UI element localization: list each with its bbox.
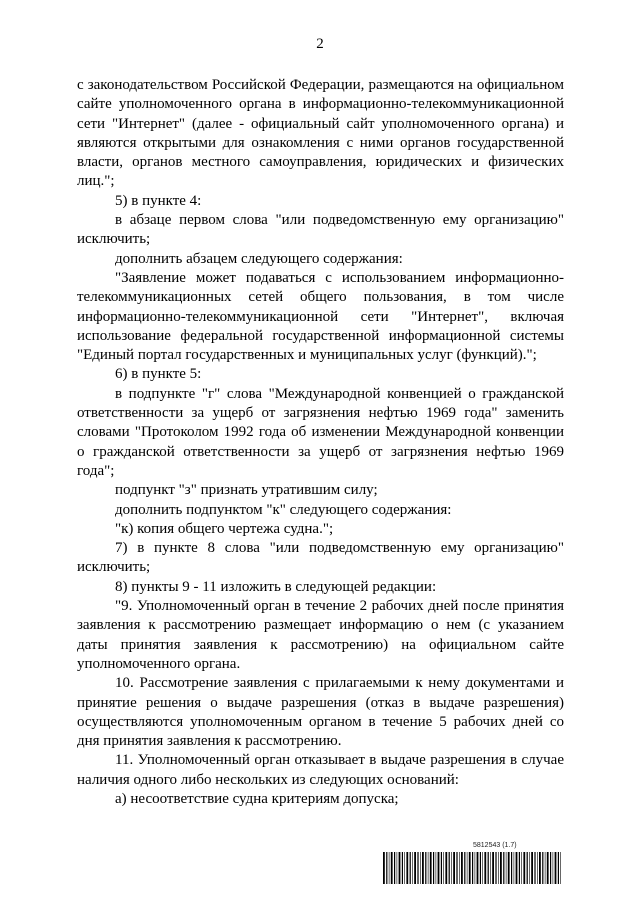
paragraph: "к) копия общего чертежа судна."; xyxy=(115,520,334,537)
paragraph: с законодательством Российской Федерации, размещаются на официальном сайте уполномоченного органа в информационно-телекоммуникационной сети "Интернет" (далее - официальный сайт уполномоченного органа) и являются открытыми для ознакомления с ними органов государственной власти, органов местного самоуправления, юридических и физических лиц."; xyxy=(77,77,564,190)
barcode-image xyxy=(383,852,561,884)
paragraph: 11. Уполномоченный орган отказывает в выдаче разрешения в случае наличия одного либо нескольких из следующих оснований: xyxy=(77,752,564,788)
paragraph: 6) в пункте 5: xyxy=(115,366,202,383)
paragraph: в абзаце первом слова "или подведомственную ему организацию" исключить; xyxy=(77,212,564,248)
page-number: 2 xyxy=(316,36,324,52)
paragraph: подпункт "з" признать утратившим силу; xyxy=(115,482,378,499)
paragraph: 5) в пункте 4: xyxy=(115,192,202,209)
paragraph: 7) в пункте 8 слова "или подведомственную ему организацию" исключить; xyxy=(77,540,564,576)
paragraph: а) несоответствие судна критериям допуска; xyxy=(115,790,399,807)
paragraph: 8) пункты 9 - 11 изложить в следующей редакции: xyxy=(115,578,437,595)
barcode-code: 5812543 (1.7) xyxy=(473,842,517,849)
barcode-block xyxy=(383,842,561,886)
paragraph: "9. Уполномоченный орган в течение 2 рабочих дней после принятия заявления к рассмотрению размещает информацию о нем (с указанием даты принятия заявления к рассмотрению) на официальном сайте уполномоченного органа. xyxy=(77,598,564,672)
paragraph: в подпункте "г" слова "Международной конвенцией о гражданской ответственности за ущерб от загрязнения нефтью 1969 года" заменить словами "Протоколом 1992 года об изменении Международной конвенции о гражданской ответственности за ущерб от загрязнения нефтью 1969 года"; xyxy=(77,385,564,479)
paragraph: дополнить подпунктом "к" следующего содержания: xyxy=(115,501,452,518)
paragraph: 10. Рассмотрение заявления с прилагаемыми к нему документами и принятие решения о выдаче разрешения (отказ в выдаче разрешения) осуществляются уполномоченным органом в течение 5 рабочих дней со дня принятия заявления к рассмотрению. xyxy=(77,675,564,750)
document-body xyxy=(77,76,564,809)
paragraph: "Заявление может подаваться с использованием информационно-телекоммуникационных сетей общего пользования, в том числе информационно-телекоммуникационной сети "Интернет", включая использование федеральной государственной информационной системы "Единый портал государственных и муниципальных услуг (функций)."; xyxy=(77,269,564,364)
paragraph: дополнить абзацем следующего содержания: xyxy=(115,250,403,267)
